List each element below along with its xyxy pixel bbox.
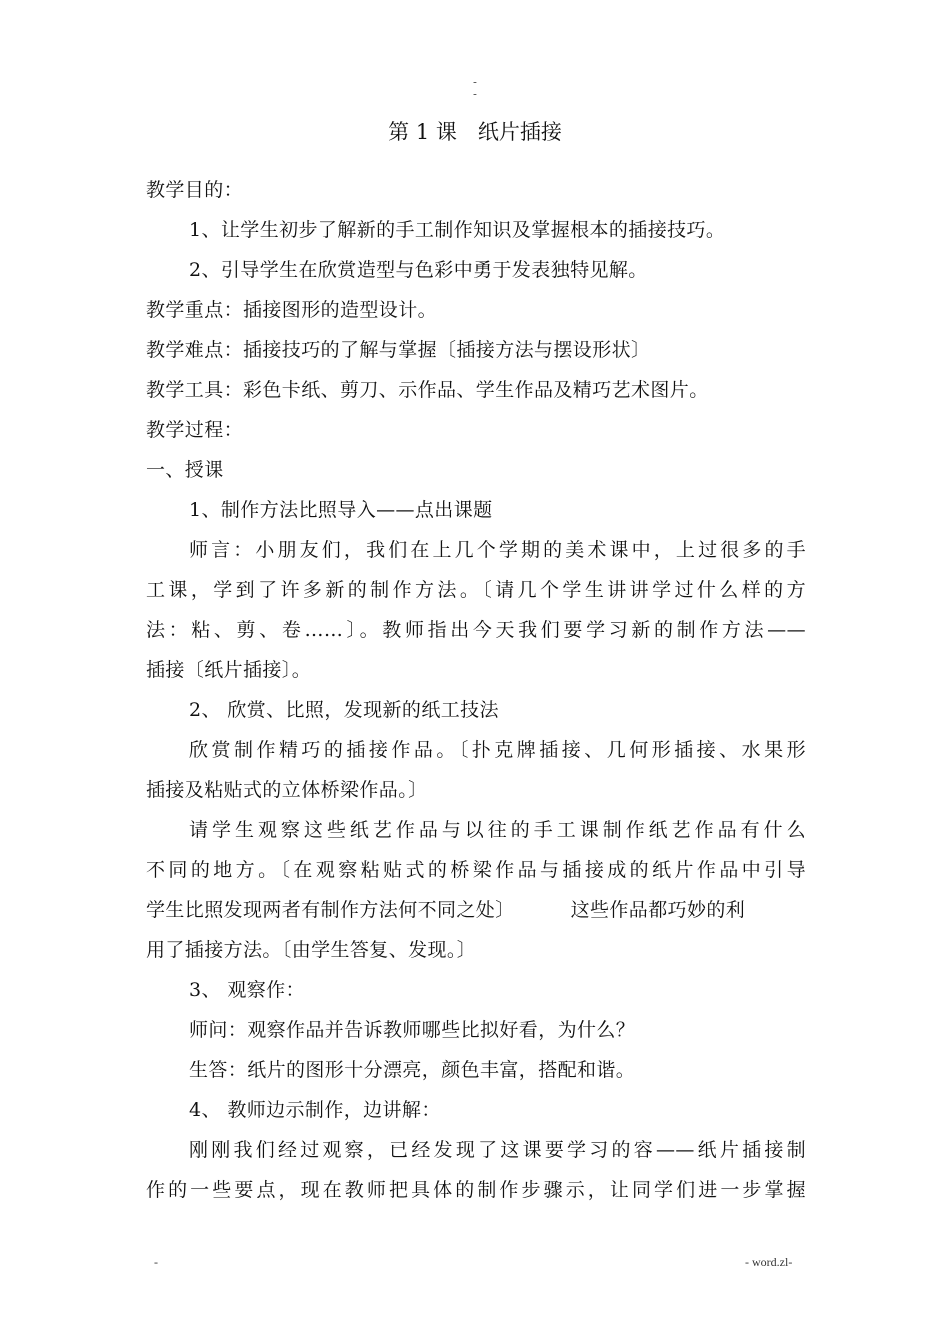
text-line: 工课，学到了许多新的制作方法。〔请几个学生讲讲学过什么样的方 [146,579,806,601]
text-line: 2、引导学生在欣赏造型与色彩中勇于发表独特见解。 [189,259,648,281]
text-line: 教学难点：插接技巧的了解与掌握〔插接方法与摆设形状〕 [146,339,651,361]
text-line: 师问：观察作品并告诉教师哪些比拟好看，为什么？ [189,1019,636,1041]
document-body [146,170,806,1210]
text-line: 请学生观察这些纸艺作品与以往的手工课制作纸艺作品有什么 [189,819,806,841]
page-title: 第 1 课 纸片插接 [388,120,562,144]
text-line: 法：粘、剪、卷……〕。教师指出今天我们要学习新的制作方法—— [146,619,806,641]
text-line: 教学过程： [146,419,244,441]
text-line: 4、 教师边示制作，边讲解： [189,1099,441,1121]
text-line: 1、让学生初步了解新的手工制作知识及掌握根本的插接技巧。 [189,219,726,241]
text-line: 教学重点：插接图形的造型设计。 [146,299,438,321]
header-mark-top: - [473,76,477,88]
text-line: 欣赏制作精巧的插接作品。〔扑克牌插接、几何形插接、水果形 [189,739,806,761]
text-line: 1、制作方法比照导入——点出课题 [189,499,493,521]
text-line: 3、 观察作： [189,979,305,1001]
footer-left: - [154,1255,158,1269]
text-line: 教学工具：彩色卡纸、剪刀、示作品、学生作品及精巧艺术图片。 [146,379,709,401]
text-line: 用了插接方法。〔由学生答复、发现。〕 [146,939,477,961]
text-line: 不同的地方。〔在观察粘贴式的桥梁作品与插接成的纸片作品中引导 [146,859,806,881]
text-line: 一、授课 [146,459,224,481]
text-line [146,890,806,930]
header-mark-bottom: - [473,88,477,100]
footer-right: - word.zl- [745,1255,793,1269]
text-line: 生答：纸片的图形十分漂亮，颜色丰富，搭配和谐。 [189,1059,636,1081]
text-line: 刚刚我们经过观察，已经发现了这课要学习的容——纸片插接制 [189,1139,806,1161]
text-line: 插接及粘贴式的立体桥梁作品。〕 [146,779,428,801]
text-line: 2、 欣赏、比照，发现新的纸工技法 [189,699,499,721]
text-segment: 这些作品都巧妙的利 [570,899,746,921]
text-line: 作的一些要点，现在教师把具体的制作步骤示，让同学们进一步掌握 [146,1179,806,1201]
text-line: 插接〔纸片插接〕。 [146,659,312,681]
text-line: 教学目的： [146,179,244,201]
text-line: 师言：小朋友们，我们在上几个学期的美术课中，上过很多的手 [189,539,806,561]
text-segment: 学生比照发现两者有制作方法何不同之处〕 [146,899,515,921]
